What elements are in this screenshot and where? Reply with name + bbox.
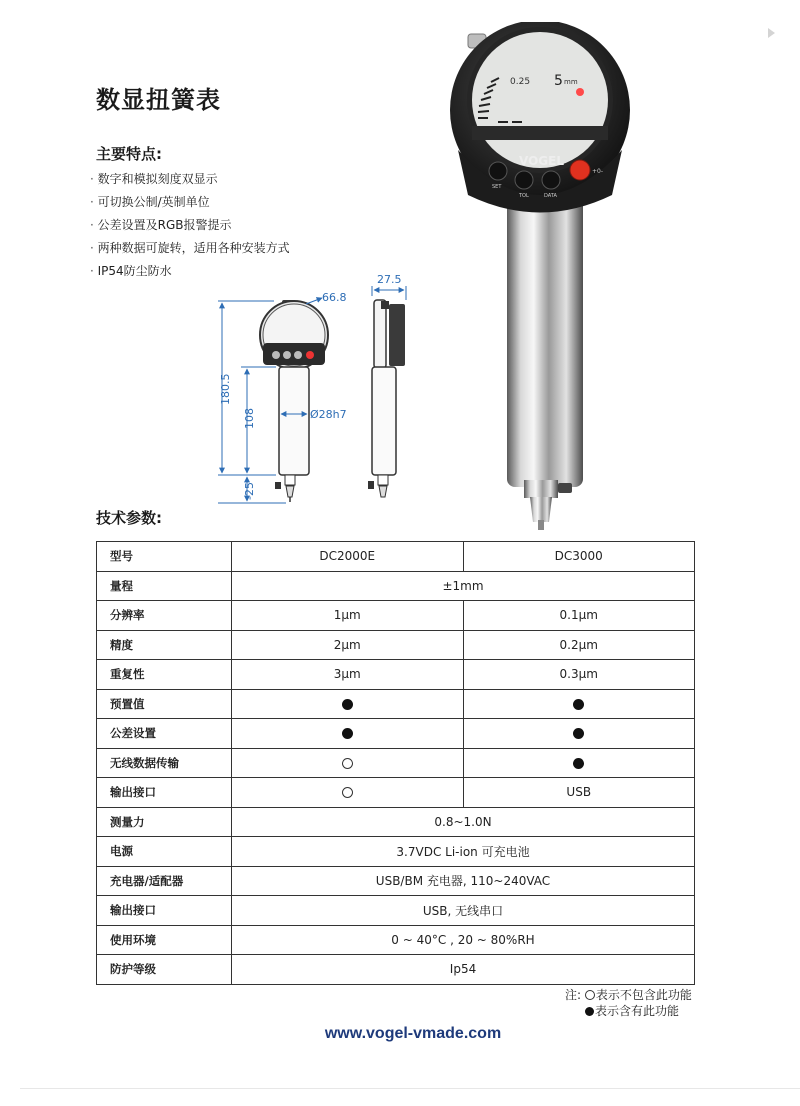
table-row [97, 778, 695, 808]
table-cell [463, 748, 695, 778]
row-label: 精度 [97, 630, 232, 660]
table-row [97, 807, 695, 837]
table-cell: DC3000 [463, 542, 695, 572]
table-row [97, 542, 695, 572]
table-cell: 0.2μm [463, 630, 695, 660]
row-label: 测量力 [97, 807, 232, 837]
table-cell: 1μm [232, 601, 464, 631]
note-line-2: 表示含有此功能 [595, 1004, 680, 1018]
tol-button[interactable] [515, 171, 533, 189]
zero-button[interactable] [570, 160, 590, 180]
alarm-led [576, 88, 584, 96]
table-cell: 3μm [232, 660, 464, 690]
display-reading: 5 [554, 73, 563, 89]
brand-logo: VOGEL [519, 154, 564, 168]
row-label: 预置值 [97, 689, 232, 719]
filled-dot-icon [573, 699, 584, 710]
filled-dot-icon [573, 758, 584, 769]
table-cell: Ip54 [232, 955, 695, 985]
row-label: 无线数据传输 [97, 748, 232, 778]
row-label: 量程 [97, 571, 232, 601]
legend-note [565, 987, 692, 1019]
data-button[interactable] [542, 171, 560, 189]
dim-total-height: 180.5 [219, 373, 232, 405]
table-cell [463, 719, 695, 749]
feature-item: · 两种数据可旋转，适用各种安装方式 [90, 237, 290, 260]
table-cell [232, 689, 464, 719]
tech-heading: 技术参数: [96, 509, 162, 527]
table-cell: 2μm [232, 630, 464, 660]
table-cell: USB, 无线串口 [232, 896, 695, 926]
row-label: 分辨率 [97, 601, 232, 631]
filled-dot-icon [342, 699, 353, 710]
dim-stem-diameter: Ø28h7 [310, 408, 347, 421]
filled-dot-icon [585, 1007, 594, 1016]
dim-tip-offset: -25 [243, 482, 256, 500]
empty-dot-icon [342, 787, 353, 798]
row-label: 输出接口 [97, 778, 232, 808]
row-label: 使用环境 [97, 925, 232, 955]
website-link[interactable]: www.vogel-vmade.com [324, 1025, 502, 1042]
table-row [97, 719, 695, 749]
empty-dot-icon [585, 990, 595, 1000]
table-cell: USB [463, 778, 695, 808]
table-row [97, 925, 695, 955]
product-photo [440, 22, 640, 532]
table-cell: 0.1μm [463, 601, 695, 631]
row-label: 输出接口 [97, 896, 232, 926]
button-label-set: SET [492, 184, 502, 190]
page-title: 数显扭簧表 [96, 86, 221, 114]
table-row [97, 955, 695, 985]
button-label-data: DATA [544, 193, 557, 199]
empty-dot-icon [342, 758, 353, 769]
table-row [97, 748, 695, 778]
display-unit: mm [564, 78, 578, 86]
table-row [97, 837, 695, 867]
button-label-tol: TOL [519, 193, 529, 199]
row-label: 电源 [97, 837, 232, 867]
table-cell: 0.3μm [463, 660, 695, 690]
feature-item: · 公差设置及RGB报警提示 [90, 214, 290, 237]
row-label: 公差设置 [97, 719, 232, 749]
table-cell [232, 778, 464, 808]
features-heading: 主要特点: [96, 145, 162, 163]
table-cell [232, 719, 464, 749]
filled-dot-icon [342, 728, 353, 739]
table-row [97, 896, 695, 926]
table-row [97, 660, 695, 690]
dimension-drawing [205, 265, 445, 515]
side-view [368, 300, 405, 497]
dim-side-width: 27.5 [377, 273, 402, 286]
feature-item: · IP54防尘防水 [90, 260, 290, 283]
table-row [97, 601, 695, 631]
feature-item: · 数字和模拟刻度双显示 [90, 168, 290, 191]
table-cell [232, 748, 464, 778]
table-row [97, 866, 695, 896]
row-label: 重复性 [97, 660, 232, 690]
dim-dial-width: 66.8 [322, 291, 347, 304]
set-button[interactable] [489, 162, 507, 180]
filled-dot-icon [573, 728, 584, 739]
front-view [260, 300, 328, 502]
table-cell: 0 ~ 40°C , 20 ~ 80%RH [232, 925, 695, 955]
table-cell: USB/BM 充电器, 110~240VAC [232, 866, 695, 896]
table-cell: ±1mm [232, 571, 695, 601]
row-label: 防护等级 [97, 955, 232, 985]
row-label: 型号 [97, 542, 232, 572]
table-cell [463, 689, 695, 719]
note-line-1: 表示不包含此功能 [595, 988, 692, 1002]
feature-item: · 可切换公制/英制单位 [90, 191, 290, 214]
button-label-zero: +0- [592, 168, 604, 175]
play-arrow-icon [768, 28, 775, 38]
table-row [97, 630, 695, 660]
table-cell: DC2000E [232, 542, 464, 572]
table-row [97, 571, 695, 601]
bottom-divider [20, 1088, 800, 1089]
row-label: 充电器/适配器 [97, 866, 232, 896]
table-cell: 3.7VDC Li-ion 可充电池 [232, 837, 695, 867]
table-row [97, 689, 695, 719]
note-prefix: 注: [565, 988, 582, 1002]
table-cell: 0.8~1.0N [232, 807, 695, 837]
spec-table [96, 541, 695, 985]
dim-stem-length: 108 [243, 408, 256, 429]
display-scale: 0.25 [510, 77, 531, 87]
